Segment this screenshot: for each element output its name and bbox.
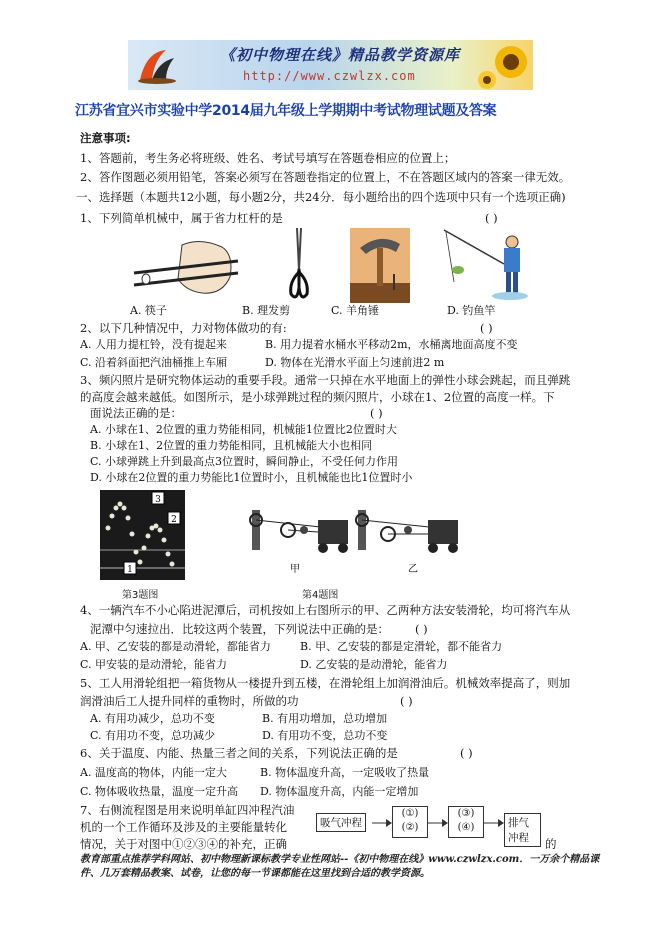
flow-item-2: (②) bbox=[401, 822, 419, 833]
q2-option-c[interactable]: C. 沿着斜面把汽油桶推上车厢 bbox=[80, 356, 228, 369]
q1-answer-paren: ( ) bbox=[485, 211, 498, 225]
sunflower-icon bbox=[473, 40, 533, 90]
q6-option-b[interactable]: B. 物体温度升高，一定吸收了热量 bbox=[260, 766, 430, 779]
q5-option-d[interactable]: D. 有用功不变，总功不变 bbox=[262, 729, 388, 742]
q5-option-a[interactable]: A. 有用功减少，总功不变 bbox=[90, 712, 215, 725]
flow-item-3: (③) bbox=[457, 808, 475, 819]
fig4-caption: 第4题图 bbox=[302, 590, 339, 601]
q6-option-d[interactable]: D. 物体温度升高，内能一定增加 bbox=[260, 785, 419, 798]
q2-stem: 2、以下几种情况中，力对物体做功的有: bbox=[80, 321, 287, 335]
banner-url[interactable]: http://www.czwlzx.com bbox=[243, 69, 416, 83]
q7-line-1: 7、右侧流程图是用来说明单缸四冲程汽油 bbox=[80, 803, 295, 817]
pulley-figure bbox=[248, 490, 463, 580]
q5-line-1: 5、工人用滑轮组把一箱货物从一楼提升到五楼，在滑轮组上加润滑油后。机械效率提高了，则加 bbox=[80, 676, 571, 690]
notes-heading: 注意事项: bbox=[80, 131, 131, 145]
fig4-label-yi: 乙 bbox=[408, 564, 418, 575]
note-1: 1、答题前，考生务必将班级、姓名、考试号填写在答题卷相应的位置上； bbox=[80, 151, 456, 165]
note-2: 2、答作图题必须用铅笔，答案必须写在答题卷指定的位置上，不在答题区域内的答案一律无效。 bbox=[80, 170, 571, 184]
fig3-label-1: 1 bbox=[127, 565, 133, 575]
fig4-label-jia: 甲 bbox=[290, 564, 300, 575]
q1-option-d[interactable]: D. 钓鱼竿 bbox=[447, 304, 496, 317]
chopsticks-image bbox=[130, 233, 240, 303]
arrow-right-icon bbox=[372, 818, 392, 828]
q3-line-2: 的高度会越来越低。如图所示，是小球弹跳过程的频闪照片，小球在1、2位置的高度一样。下 bbox=[80, 390, 555, 404]
q5-option-c[interactable]: C. 有用功不变，总功减少 bbox=[90, 729, 216, 742]
q3-option-a[interactable]: A. 小球在1、2位置的重力势能相同，机械能1位置比2位置时大 bbox=[90, 423, 397, 436]
q4-option-b[interactable]: B. 甲、乙安装的都是定滑轮，都不能省力 bbox=[300, 640, 503, 653]
q7-line-2: 机的一个工作循环及涉及的主要能量转化 bbox=[80, 820, 287, 834]
claw-hammer-image bbox=[350, 228, 410, 303]
q4-line-2: 泥潭中匀速拉出．比较这两个装置，下列说法中正确的是： bbox=[90, 622, 389, 636]
page-footer: 教育部重点推荐学科网站、初中物理新课标教学专业性网站--《初中物理在线》www.czwlzx.com．一万余个精品课件、几万套精品教案、试卷，让您的每一节课都能在这里找到合适的教学资源。 bbox=[80, 854, 600, 879]
strobe-photo-figure bbox=[100, 490, 185, 580]
flow-intake-stroke: 吸气冲程 bbox=[316, 813, 366, 832]
q1-option-b[interactable]: B. 理发剪 bbox=[242, 304, 291, 317]
q1-option-a[interactable]: A. 筷子 bbox=[130, 304, 167, 317]
q6-answer-paren: ( ) bbox=[460, 746, 473, 760]
q1-stem: 1、下列简单机械中，属于省力杠杆的是 bbox=[80, 211, 283, 225]
q3-option-c[interactable]: C. 小球弹跳上升到最高点3位置时，瞬间静止，不受任何力作用 bbox=[90, 455, 399, 468]
flow-item-4: (④) bbox=[457, 822, 475, 833]
flow-exhaust-stroke: 排气冲程 bbox=[504, 813, 541, 847]
flow-box-1 bbox=[392, 806, 428, 838]
q4-option-a[interactable]: A. 甲、乙安装的都是动滑轮，都能省力 bbox=[80, 640, 271, 653]
scissors-image bbox=[283, 226, 315, 304]
q6-option-a[interactable]: A. 温度高的物体，内能一定大 bbox=[80, 766, 227, 779]
q4-option-d[interactable]: D. 乙安装的是动滑轮，能省力 bbox=[300, 658, 448, 671]
arrow-right-icon bbox=[428, 818, 448, 828]
q3-answer-paren: ( ) bbox=[370, 406, 383, 420]
q5-option-b[interactable]: B. 有用功增加，总功增加 bbox=[262, 712, 388, 725]
banner-title: 《初中物理在线》精品教学资源库 bbox=[220, 46, 461, 64]
q2-option-d[interactable]: D. 物体在光滑水平面上匀速前进2 m bbox=[265, 356, 445, 369]
q2-option-b[interactable]: B. 用力提着水桶水平移动2m，水桶离地面高度不变 bbox=[265, 338, 518, 351]
q2-option-a[interactable]: A. 人用力提杠铃，没有提起来 bbox=[80, 338, 227, 351]
flow-box-2 bbox=[448, 806, 484, 838]
q3-option-b[interactable]: B. 小球在1、2位置的重力势能相同，且机械能大小也相同 bbox=[90, 439, 373, 452]
q1-option-c[interactable]: C. 羊角锤 bbox=[331, 304, 380, 317]
q5-answer-paren: ( ) bbox=[400, 694, 413, 708]
q6-option-c[interactable]: C. 物体吸收热量，温度一定升高 bbox=[80, 785, 239, 798]
q3-line-1: 3、频闪照片是研究物体运动的重要手段。通常一只掉在水平地面上的弹性小球会跳起，而且弹跳 bbox=[80, 373, 571, 387]
q2-answer-paren: ( ) bbox=[480, 321, 493, 335]
q3-option-d[interactable]: D. 小球在2位置的重力势能比1位置时小，且机械能也比1位置时小 bbox=[90, 471, 413, 484]
engine-flowchart bbox=[316, 806, 541, 844]
q3-line-3: 面说法正确的是： bbox=[90, 406, 182, 420]
fishing-rod-image bbox=[440, 224, 530, 304]
fig3-label-3: 3 bbox=[155, 495, 161, 505]
q5-line-2: 润滑油后工人提升同样的重物时，所做的功 bbox=[80, 694, 299, 708]
section-1-heading: 一、选择题（本题共12小题，每小题2分，共24分．每小题给出的四个选项中只有一个选项正确) bbox=[76, 190, 566, 204]
site-logo bbox=[136, 46, 178, 84]
q4-option-c[interactable]: C. 甲安装的是动滑轮，能省力 bbox=[80, 658, 228, 671]
fig3-caption: 第3题图 bbox=[122, 590, 159, 601]
q6-stem: 6、关于温度、内能、热量三者之间的关系，下列说法正确的是 bbox=[80, 746, 398, 760]
arrow-right-icon bbox=[484, 818, 504, 828]
q7-line-3: 情况，关于对图中①②③④的补充，正确 bbox=[80, 837, 287, 851]
fig3-label-2: 2 bbox=[171, 515, 177, 525]
q4-line-1: 4、一辆汽车不小心陷进泥潭后，司机按如上右图所示的甲、乙两种方法安装滑轮，均可将汽车从 bbox=[80, 603, 571, 617]
header-banner bbox=[128, 40, 533, 90]
q4-answer-paren: ( ) bbox=[415, 622, 428, 636]
document-title: 江苏省宜兴市实验中学2014届九年级上学期期中考试物理试题及答案 bbox=[75, 103, 497, 119]
flow-item-1: (①) bbox=[401, 808, 419, 819]
q7-line-3-tail: 的 bbox=[545, 837, 557, 851]
